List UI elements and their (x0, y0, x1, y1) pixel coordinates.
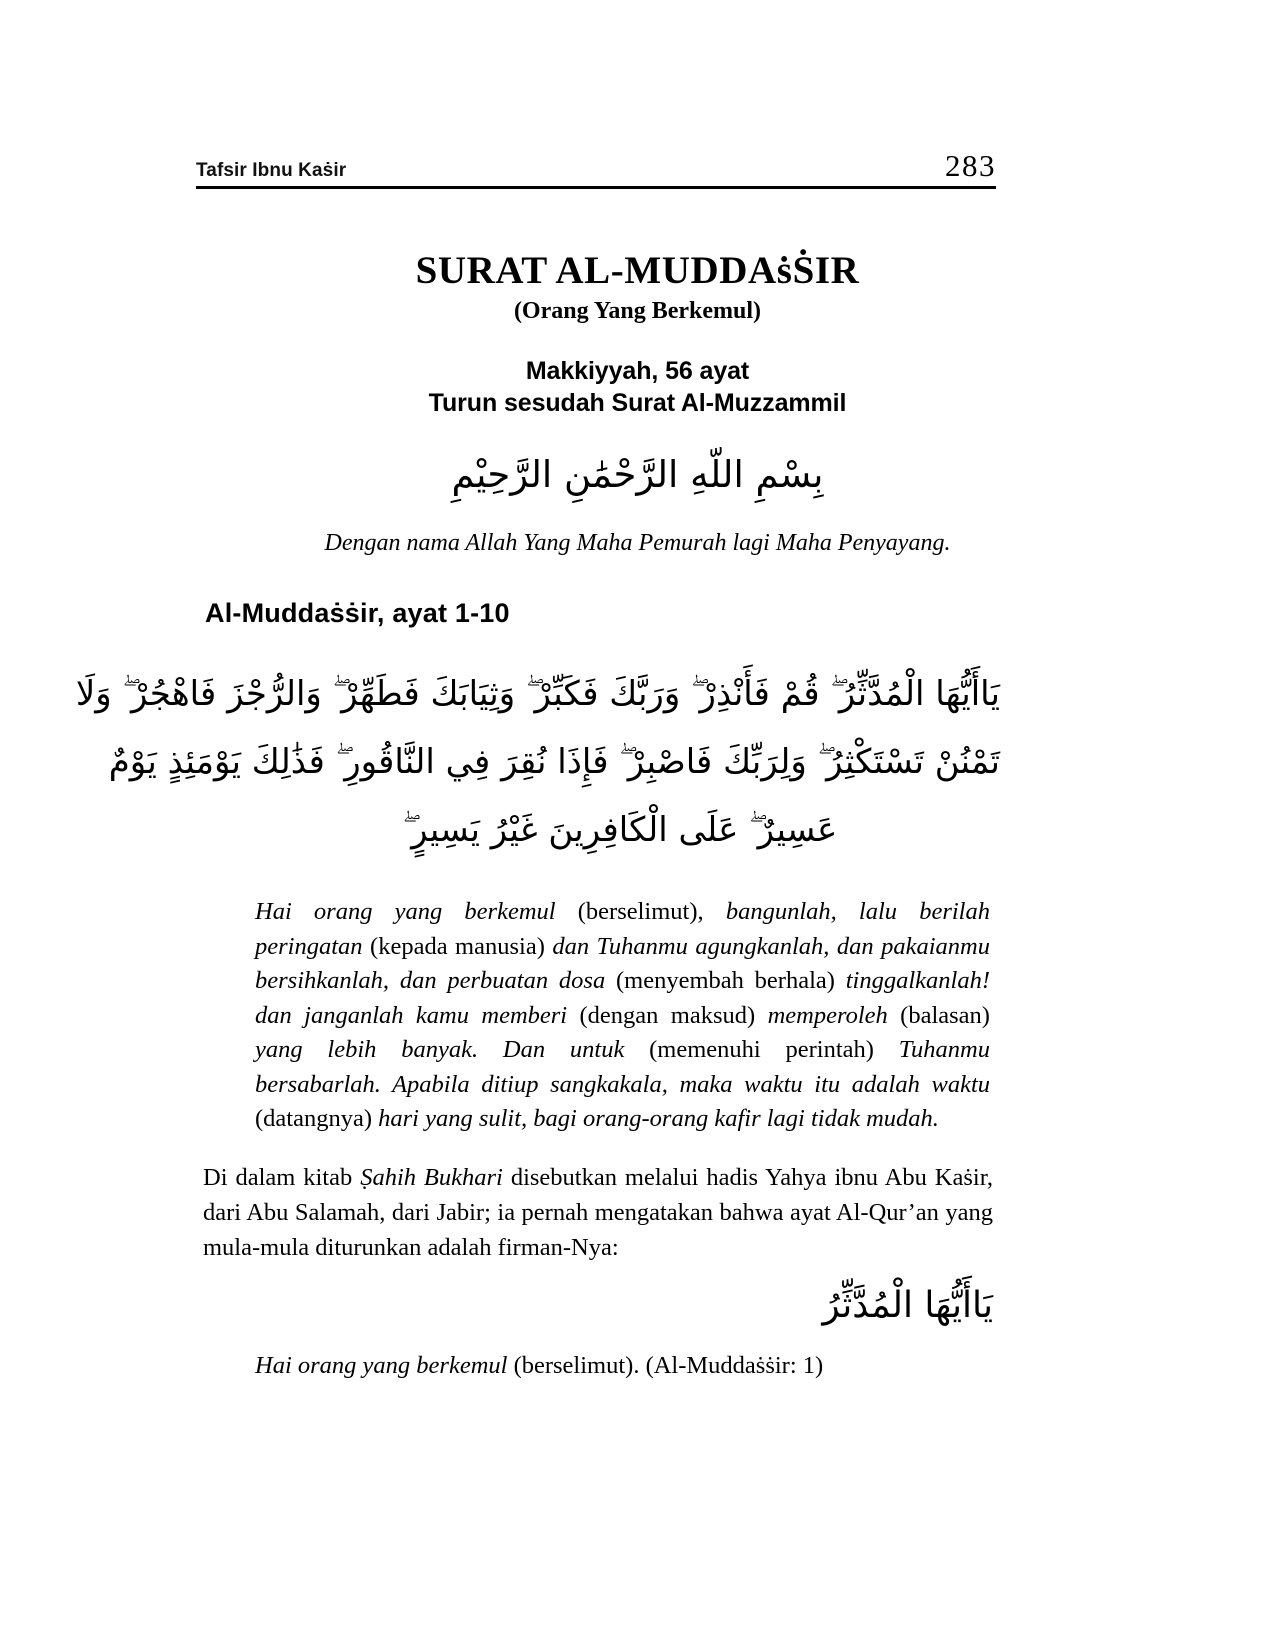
surah-revelation-count: Makkiyyah, 56 ayat (525, 357, 750, 385)
arabic-quote: يَاأَيُّهَا الْمُدَّثِّرُ (822, 1285, 993, 1326)
text-run: (memenuhi perintah) (649, 1036, 899, 1063)
text-run: Hai orang yang berkemul (255, 1352, 514, 1379)
text-run: Hai orang yang berkemul (255, 898, 578, 925)
surah-title: SURAT AL-MUDDAṡṠIR (415, 249, 860, 292)
text-run: disebutkan melalui hadis Yahya ibnu Abu Kaṡir, dari Abu Salamah, dari Jabir; ia pernah mengatakan bahwa ayat Al-Qur’an yang mula-mula diturunkan adalah firman-Nya: (203, 1164, 993, 1261)
arabic-verse-block (75, 660, 1000, 864)
arabic-verse-line: عَسِيرٌ ۖ عَلَى الْكَافِرِينَ غَيْرُ يَسِيرٍ ۖ (402, 810, 838, 850)
text-run: (dengan maksud) (579, 1001, 768, 1029)
text-run: (berselimut). (Al-Muddaṡṡir: 1) (513, 1352, 824, 1379)
text-run: (kepada manusia) (370, 932, 553, 960)
text-run: (berselimut), (577, 898, 726, 925)
header-book-title: Tafsir Ibnu Kaṡir (196, 160, 347, 181)
text-run: (menyembah berhala) (615, 967, 846, 994)
quote-caption (255, 1352, 990, 1380)
surah-revelation-order: Turun sesudah Surat Al-Muzzammil (428, 389, 847, 417)
header-divider-rule (196, 186, 996, 189)
ayat-section-heading: Al-Muddaṡṡir, ayat 1-10 (205, 598, 510, 628)
text-run: (balasan) (900, 1001, 990, 1029)
text-run: Ṣahih Bukhari (360, 1164, 511, 1191)
text-run: bangunlah, lalu berilah peringatan (255, 898, 990, 960)
text-run: dan Tuhanmu agungkanlah, dan pakaianmu bersihkanlah, dan perbuatan dosa (255, 932, 990, 994)
arabic-verse-line: تَمْنُنْ تَسْتَكْثِرُ ۖ وَلِرَبِّكَ فَاصْبِرْ ۖ فَإِذَا نُقِرَ فِي النَّاقُورِ ۖ فَذَٰلِكَ يَوْمَئِذٍ يَوْمٌ (108, 742, 1000, 782)
text-run: Di dalam kitab (203, 1164, 361, 1191)
surah-subtitle: (Orang Yang Berkemul) (513, 298, 762, 324)
commentary-paragraph (203, 1160, 993, 1265)
text-run: (datangnya) (255, 1105, 379, 1132)
running-header (196, 148, 996, 184)
header-page-number: 283 (945, 148, 996, 183)
text-run: Tuhanmu bersabarlah. Apabila ditiup sangkakala, maka waktu itu adalah waktu (255, 1036, 990, 1098)
basmalah-arabic: بِسْمِ اللّهِ الرَّحْمَٰنِ الرَّحِيْمِ (451, 453, 824, 496)
text-run: tinggalkanlah! dan janganlah kamu memberi (255, 967, 990, 1029)
basmalah-translation: Dengan nama Allah Yang Maha Pemurah lagi Maha Penyayang. (324, 530, 951, 556)
text-run: memperoleh (767, 1001, 901, 1029)
arabic-verse-line: يَاأَيُّهَا الْمُدَّثِّرُ ۖ قُمْ فَأَنْذِرْ ۖ وَرَبَّكَ فَكَبِّرْ ۖ وَثِيَابَكَ فَطَهِّرْ ۖ وَالرُّجْزَ فَاهْجُرْ ۖ وَلَا (75, 674, 1000, 714)
verse-translation-paragraph (255, 895, 990, 1137)
text-run: yang lebih banyak. Dan untuk (255, 1036, 650, 1063)
text-run: hari yang sulit, bagi orang-orang kafir lagi tidak mudah. (378, 1105, 939, 1132)
